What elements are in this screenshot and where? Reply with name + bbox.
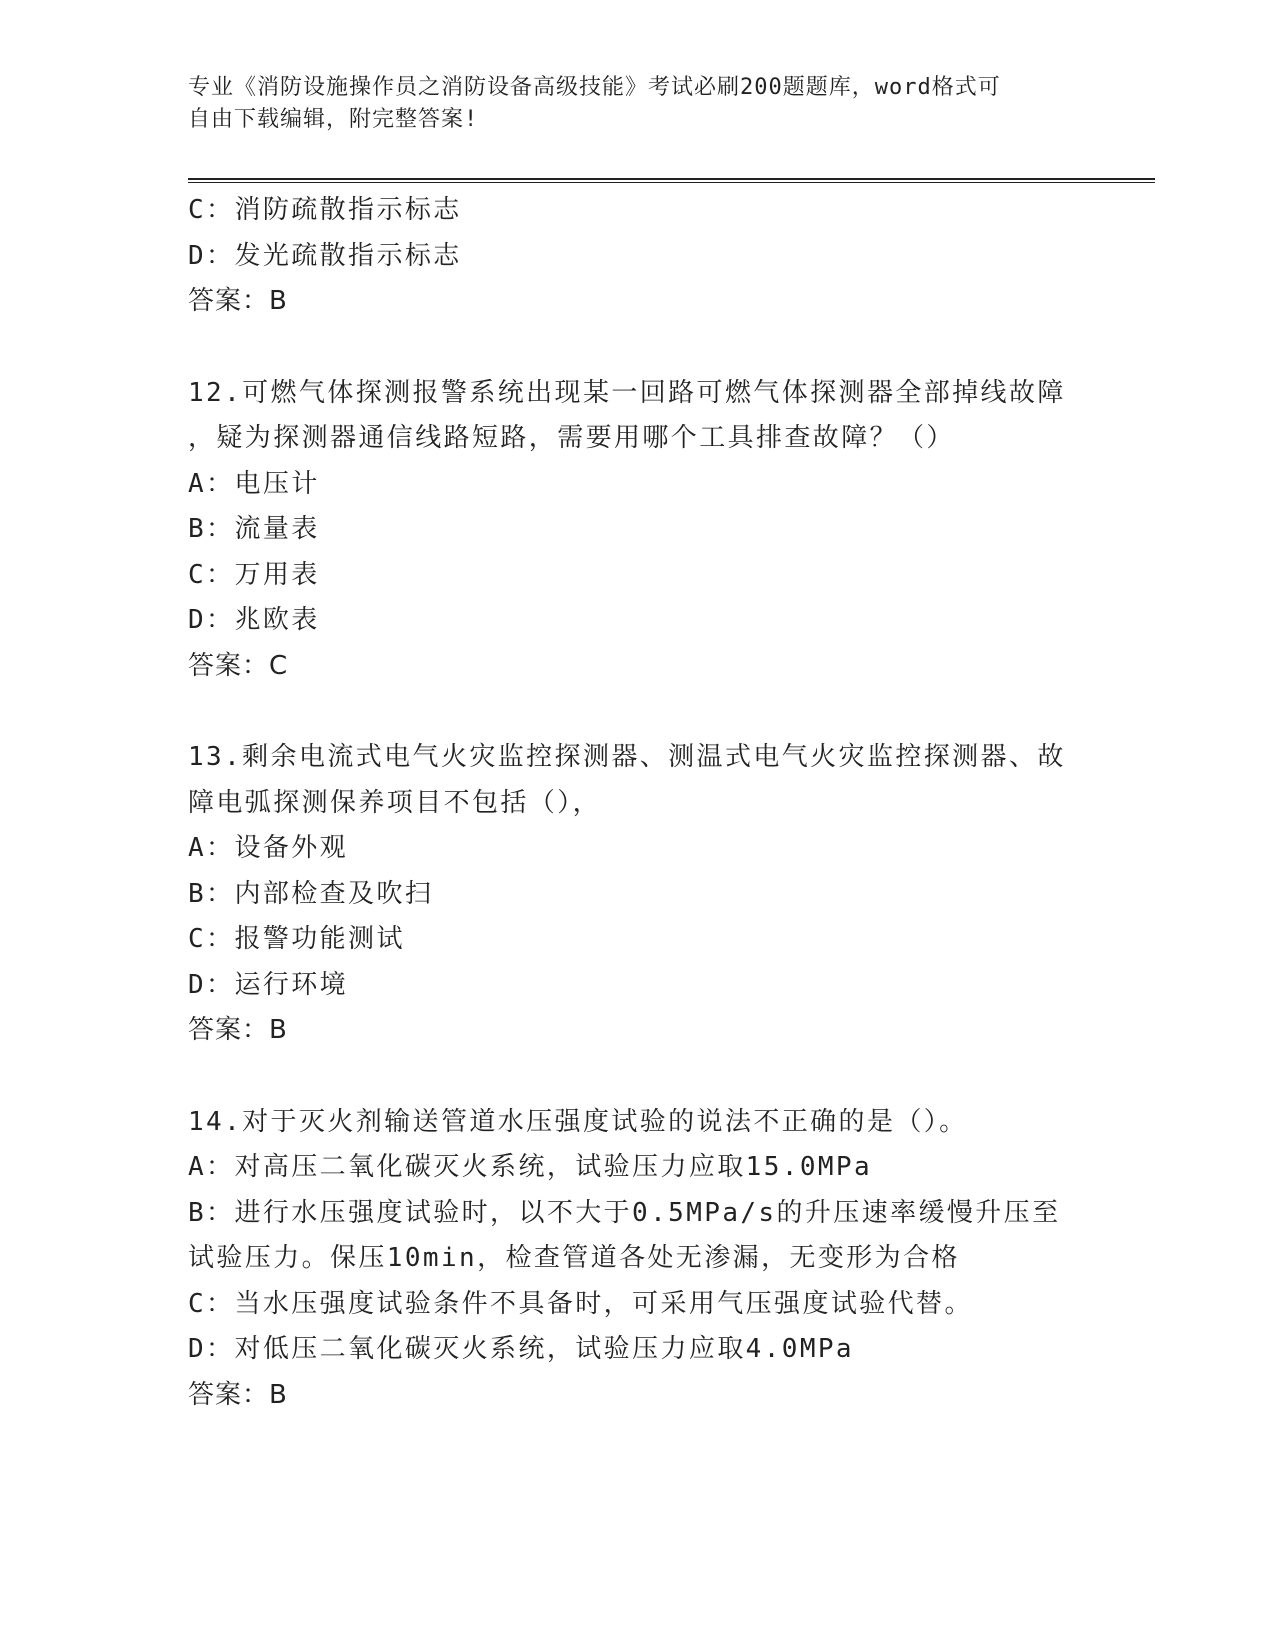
question-stem-continued: 障电弧探测保养项目不包括（）， xyxy=(188,787,602,818)
option-b: B：进行水压强度试验时，以不大于0.5MPa/s的升压速率缓慢升压至 xyxy=(188,1197,1061,1228)
question-13 xyxy=(188,735,1088,1054)
question-stem-continued: ，疑为探测器通信线路短路，需要用哪个工具排查故障？（） xyxy=(188,423,955,453)
option-a: A：设备外观 xyxy=(188,833,349,863)
question-content xyxy=(188,188,1088,1418)
question-stem: 13.剩余电流式电气火灾监控探测器、测温式电气火灾监控探测器、故 xyxy=(188,742,1066,772)
answer-line: 答案：B xyxy=(188,286,288,316)
option-b: B：内部检查及吹扫 xyxy=(188,878,434,909)
spacer xyxy=(188,689,1088,735)
option-c: C：消防疏散指示标志 xyxy=(188,195,462,225)
option-a: A：电压计 xyxy=(188,468,320,499)
option-a: A：对高压二氧化碳灭火系统，试验压力应取15.0MPa xyxy=(188,1152,873,1182)
spacer xyxy=(188,1054,1088,1100)
spacer xyxy=(188,325,1088,371)
header-divider xyxy=(188,178,1155,183)
answer-line: 答案：C xyxy=(188,650,289,681)
option-d: D：运行环境 xyxy=(188,969,349,1000)
option-d: D：发光疏散指示标志 xyxy=(188,240,462,271)
header-line-2: 自由下载编辑，附完整答案! xyxy=(188,107,479,132)
option-b-continued: 试验压力。保压10min，检查管道各处无渗漏，无变形为合格 xyxy=(188,1243,960,1273)
answer-line: 答案：B xyxy=(188,1379,288,1410)
option-c: C：万用表 xyxy=(188,559,320,590)
option-d: D：兆欧表 xyxy=(188,605,320,635)
answer-line: 答案：B xyxy=(188,1015,288,1045)
question-12 xyxy=(188,371,1088,690)
option-c: C：报警功能测试 xyxy=(188,924,405,954)
question-stem: 12.可燃气体探测报警系统出现某一回路可燃气体探测器全部掉线故障 xyxy=(188,377,1066,408)
question-11-tail xyxy=(188,188,1088,325)
option-c: C：当水压强度试验条件不具备时，可采用气压强度试验代替。 xyxy=(188,1288,973,1319)
question-stem: 14.对于灭火剂输送管道水压强度试验的说法不正确的是（）。 xyxy=(188,1106,968,1137)
document-header xyxy=(188,72,1068,136)
option-b: B：流量表 xyxy=(188,514,320,544)
header-line-1: 专业《消防设施操作员之消防设备高级技能》考试必刷200题题库，word格式可 xyxy=(188,75,1001,100)
question-14 xyxy=(188,1100,1088,1419)
option-d: D：对低压二氧化碳灭火系统，试验压力应取4.0MPa xyxy=(188,1334,854,1364)
